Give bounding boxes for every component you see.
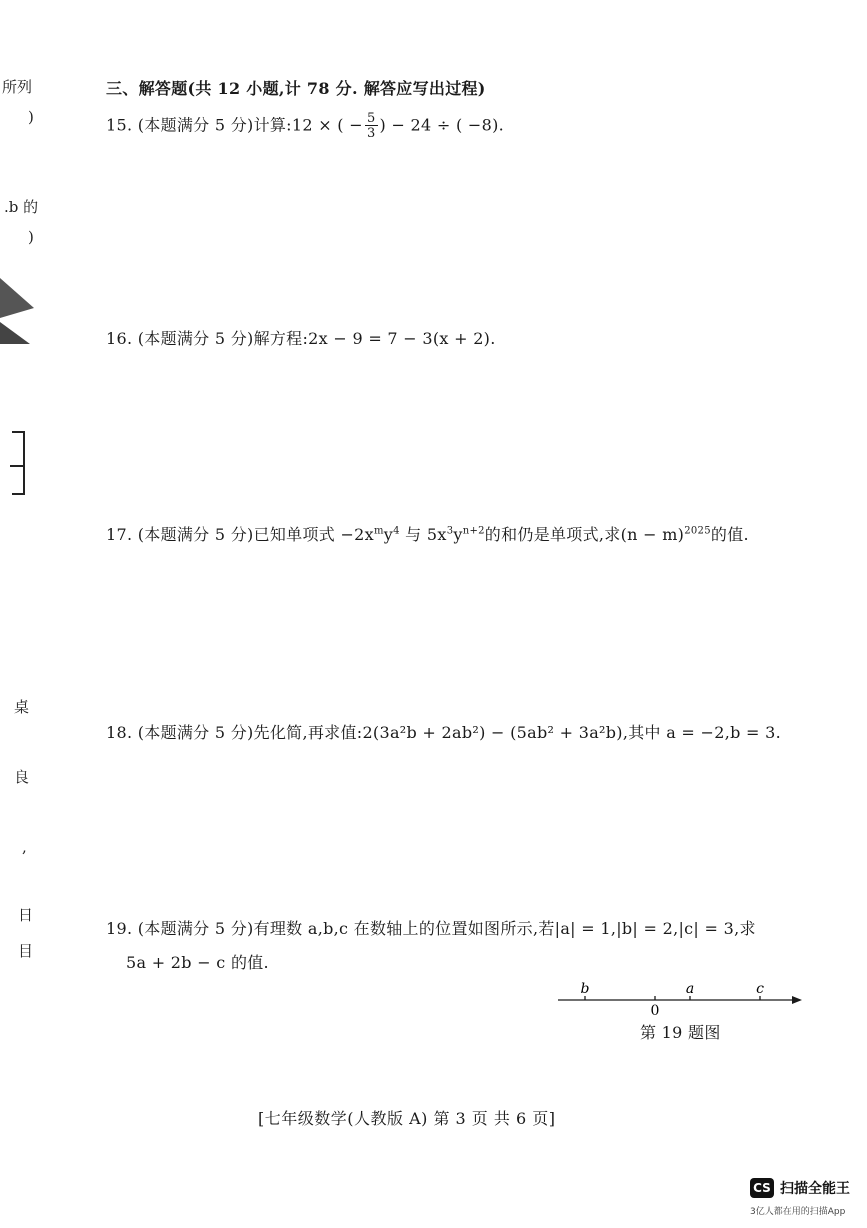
question-17-power: 2025: [684, 525, 711, 537]
fraction-numerator: 5: [366, 111, 376, 126]
figure-caption: 第 19 题图: [640, 1023, 721, 1042]
question-17-prefix: 17. (本题满分 5 分)已知单项式: [106, 525, 341, 544]
question-15-prefix: 15. (本题满分 5 分)计算:: [106, 115, 292, 135]
question-19-line-1: 19. (本题满分 5 分)有理数 a,b,c 在数轴上的位置如图所示,若|a| = 1,|b| = 2,|c| = 3,求: [106, 919, 756, 938]
question-18-expr: 2(3a²b + 2ab²) − (5ab² + 3a²b),其中 a = −2,b = 3.: [362, 723, 781, 742]
margin-fragment: ,: [22, 838, 27, 856]
monomial-1-coef: −2x: [340, 525, 374, 544]
margin-fragment: 所列: [2, 78, 33, 96]
page-footer: [七年级数学(人教版 A) 第 3 页 共 6 页]: [258, 1109, 556, 1128]
point-label-b: b: [580, 981, 590, 997]
fraction-denominator: 3: [366, 126, 376, 141]
question-15-expr-b: ) − 24 ÷ ( −8).: [379, 115, 505, 135]
margin-fragment: 良: [14, 768, 30, 786]
point-label-c: c: [756, 981, 764, 997]
margin-fragment: 日: [18, 906, 34, 924]
origin-label: 0: [650, 1003, 660, 1018]
margin-fragment: ): [28, 108, 34, 126]
question-17: [106, 522, 749, 545]
margin-fragment: 桌: [14, 698, 30, 716]
question-18-prefix: 18. (本题满分 5 分)先化简,再求值:: [106, 723, 363, 742]
number-line-arrow: [792, 996, 802, 1004]
number-line-figure: [552, 978, 808, 1018]
question-16-prefix: 16. (本题满分 5 分)解方程:: [106, 329, 309, 348]
monomial-1-exp-y: 4: [393, 525, 400, 537]
monomial-2-exp-y: n+2: [462, 525, 485, 537]
margin-fragment: .b 的: [4, 198, 39, 216]
margin-bracket-shape: [0, 428, 30, 500]
cs-logo-icon: CS: [750, 1178, 774, 1198]
margin-fragment: 目: [18, 942, 34, 960]
section-title: 三、解答题(共 12 小题,计 78 分. 解答应写出过程): [106, 79, 486, 98]
question-17-mid: 与: [399, 525, 427, 544]
monomial-1-exp-x: m: [373, 525, 384, 537]
question-15-expr-a: 12 × ( −: [291, 115, 363, 135]
monomial-2-coef: 5x: [426, 525, 447, 544]
monomial-2-exp-x: 3: [446, 525, 454, 537]
question-15: [106, 112, 504, 140]
monomial-1-var-y: y: [383, 525, 394, 544]
question-16-expr: 2x − 9 = 7 − 3(x + 2).: [308, 329, 496, 348]
margin-shadow-shape: [0, 278, 40, 350]
margin-fragment: ): [28, 228, 34, 246]
fraction: [365, 112, 378, 140]
question-16: [106, 326, 496, 349]
point-label-a: a: [685, 981, 695, 997]
scanner-logo: [750, 1178, 850, 1198]
question-19-line-2: 5a + 2b − c 的值.: [126, 953, 269, 972]
question-17-after: 的和仍是单项式,求(n − m): [484, 525, 685, 544]
scanner-slogan: 3亿人都在用的扫描App: [750, 1207, 846, 1217]
question-18: [106, 720, 781, 743]
question-17-end: 的值.: [710, 525, 749, 544]
scanner-app-name: 扫描全能王: [780, 1181, 850, 1197]
monomial-2-var-y: y: [453, 525, 463, 544]
